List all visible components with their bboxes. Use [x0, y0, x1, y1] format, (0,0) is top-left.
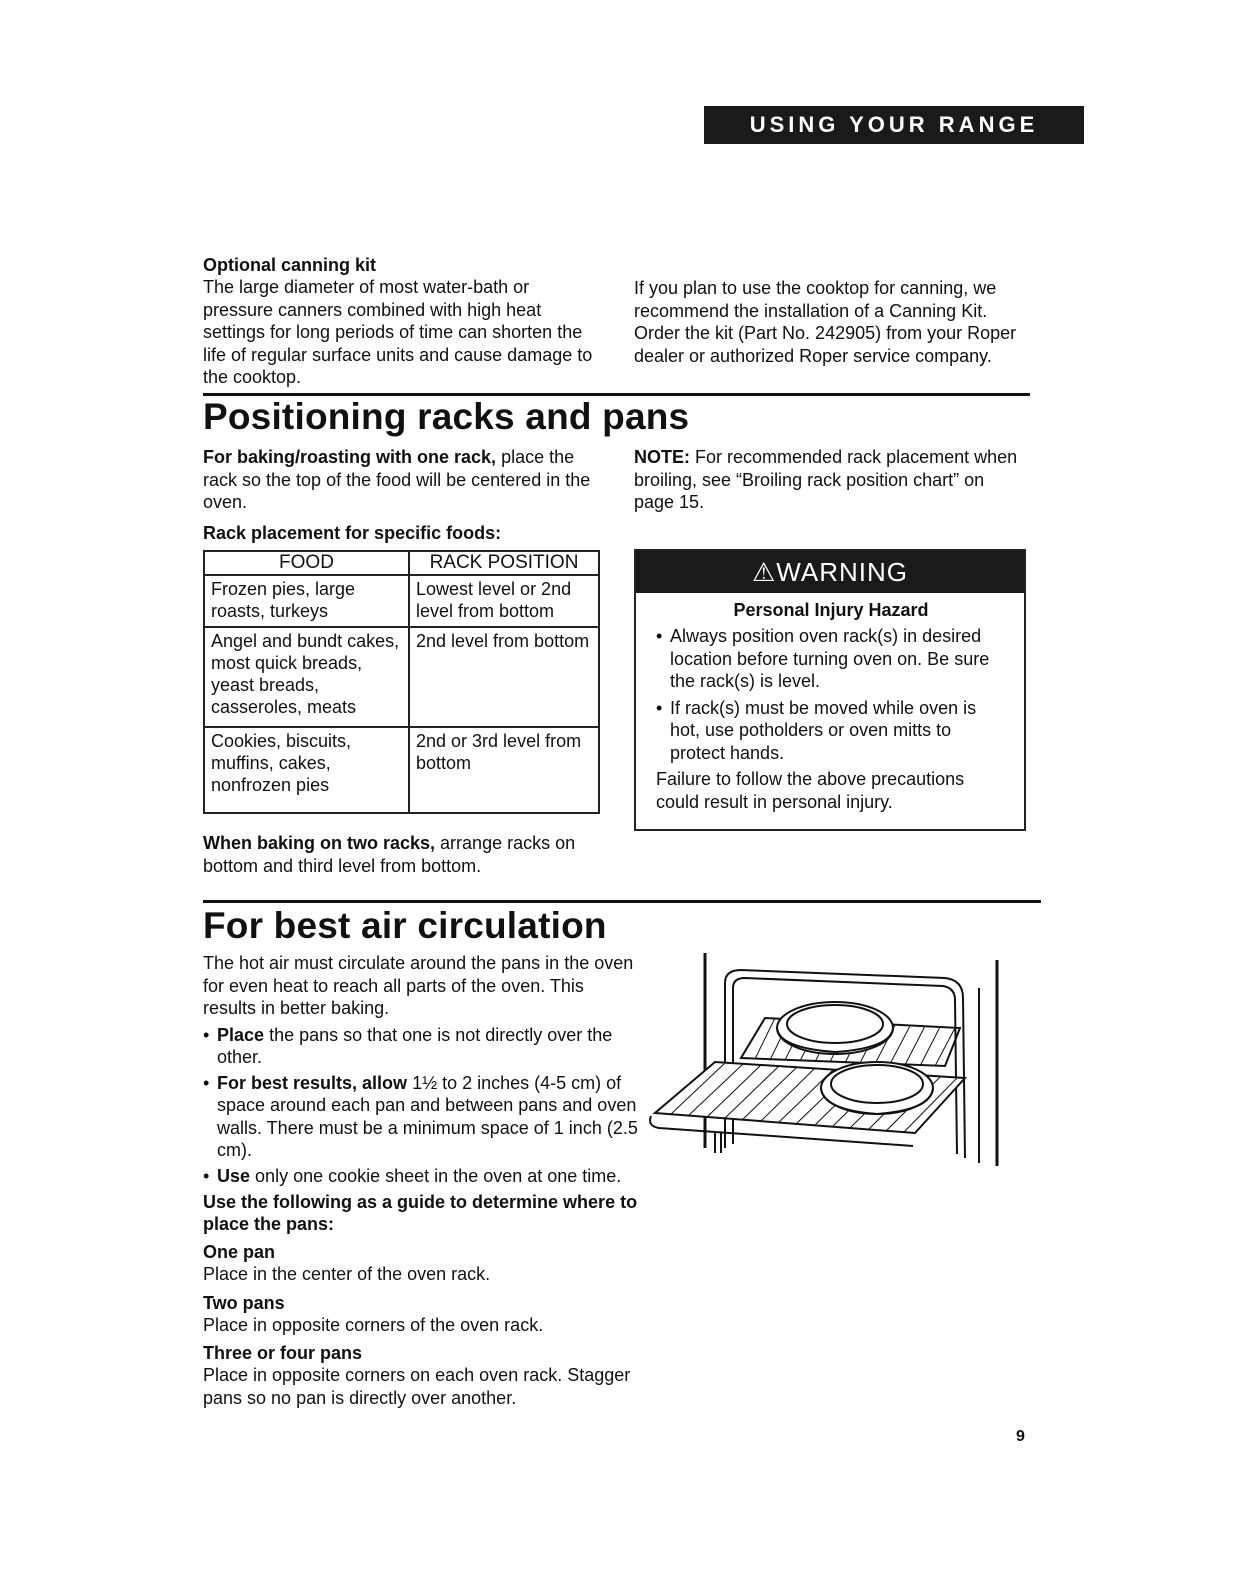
warning-footer: Failure to follow the above precautions could result in personal injury.	[656, 769, 965, 812]
bullet-icon: •	[203, 1072, 210, 1093]
table-cell-food: Angel and bundt cakes, most quick breads, yeast breads, casseroles, meats	[204, 627, 409, 727]
case-heading: Three or four pans	[203, 1343, 363, 1363]
table-row	[204, 727, 599, 813]
case-text: Place in the center of the oven rack.	[203, 1264, 491, 1284]
bullet-icon: •	[656, 626, 663, 646]
two-racks-lead: When baking on two racks,	[203, 833, 436, 853]
warning-header	[636, 551, 1024, 593]
table-cell-position: 2nd level from bottom	[409, 627, 599, 727]
case-text: Place in opposite corners on each oven rack. Stagger pans so no pan is directly over another.	[203, 1365, 631, 1408]
bullet-icon: •	[656, 697, 663, 718]
warning-box	[634, 549, 1026, 831]
positioning-title: Positioning racks and pans	[203, 396, 690, 437]
two-racks-text: arrange racks on bottom and third level from bottom.	[203, 833, 576, 876]
circulation-bullet: • Use only one cookie sheet in the oven at one time.	[203, 1165, 622, 1186]
one-rack-text: place the rack so the top of the food will be centered in the oven.	[203, 447, 591, 512]
bullet-icon: •	[203, 1165, 210, 1186]
circulation-bullet: • For best results, allow 1½ to 2 inches (4-5 cm) of space around each pan and between pans and oven walls. There must be a minimum space of 1 inch (2.5 cm).	[203, 1072, 638, 1160]
guide-heading: Use the following as a guide to determine where to place the pans:	[203, 1192, 638, 1234]
one-rack-lead: For baking/roasting with one rack,	[203, 447, 497, 467]
warning-bullet: • If rack(s) must be moved while oven is hot, use potholders or oven mitts to protect hands.	[656, 697, 977, 763]
circulation-column	[203, 952, 638, 1409]
canning-left-text: The large diameter of most water-bath or pressure canners combined with high heat settings for long periods of time can shorten the life of regular surface units and cause damage to the cooktop.	[203, 277, 593, 387]
canning-heading: Optional canning kit	[203, 255, 377, 275]
section-divider	[203, 900, 1041, 903]
page-number: 9	[1016, 1428, 1025, 1445]
table-cell-position: Lowest level or 2nd level from bottom	[409, 575, 599, 627]
note-text: For recommended rack placement when broiling, see “Broiling rack position chart” on page 15.	[634, 447, 1018, 512]
canning-right-text: If you plan to use the cooktop for canning, we recommend the installation of a Canning Kit. Order the kit (Part No. 242905) from your Roper dealer or authorized Roper service company.	[634, 278, 1017, 366]
warning-hazard: Personal Injury Hazard	[733, 600, 929, 620]
circulation-bullet: • Place the pans so that one is not directly over the other.	[203, 1024, 613, 1067]
table-header-food: FOOD	[204, 551, 409, 575]
table-cell-position: 2nd or 3rd level from bottom	[409, 727, 599, 813]
case-text: Place in opposite corners of the oven rack.	[203, 1314, 544, 1335]
two-racks-paragraph	[203, 832, 603, 877]
canning-right-column	[634, 277, 1029, 367]
bullet-icon: •	[203, 1024, 210, 1045]
positioning-note	[634, 446, 1029, 514]
positioning-left-column	[203, 446, 603, 544]
warning-title: WARNING	[776, 557, 908, 587]
case-heading: Two pans	[203, 1292, 285, 1313]
canning-left-column	[203, 254, 603, 389]
oven-rack-illustration	[645, 948, 1005, 1170]
table-cell-food: Frozen pies, large roasts, turkeys	[204, 575, 409, 627]
table-caption: Rack placement for specific foods:	[203, 522, 502, 543]
table-header-rack-position: RACK POSITION	[409, 551, 599, 575]
table-cell-food: Cookies, biscuits, muffins, cakes, nonfrozen pies	[204, 727, 409, 813]
table-row	[204, 627, 599, 727]
case-heading: One pan	[203, 1242, 276, 1262]
table-row	[204, 575, 599, 627]
section-header-bar: USING YOUR RANGE	[704, 106, 1084, 144]
warning-triangle-icon: ⚠	[751, 557, 777, 587]
note-lead: NOTE:	[634, 447, 690, 467]
warning-bullet: • Always position oven rack(s) in desired location before turning oven on. Be sure the rack(s) is level.	[656, 626, 990, 691]
circulation-intro: The hot air must circulate around the pans in the oven for even heat to reach all parts of the oven. This results in better baking.	[203, 953, 634, 1018]
circulation-title: For best air circulation	[203, 905, 607, 946]
rack-placement-table	[203, 550, 600, 814]
